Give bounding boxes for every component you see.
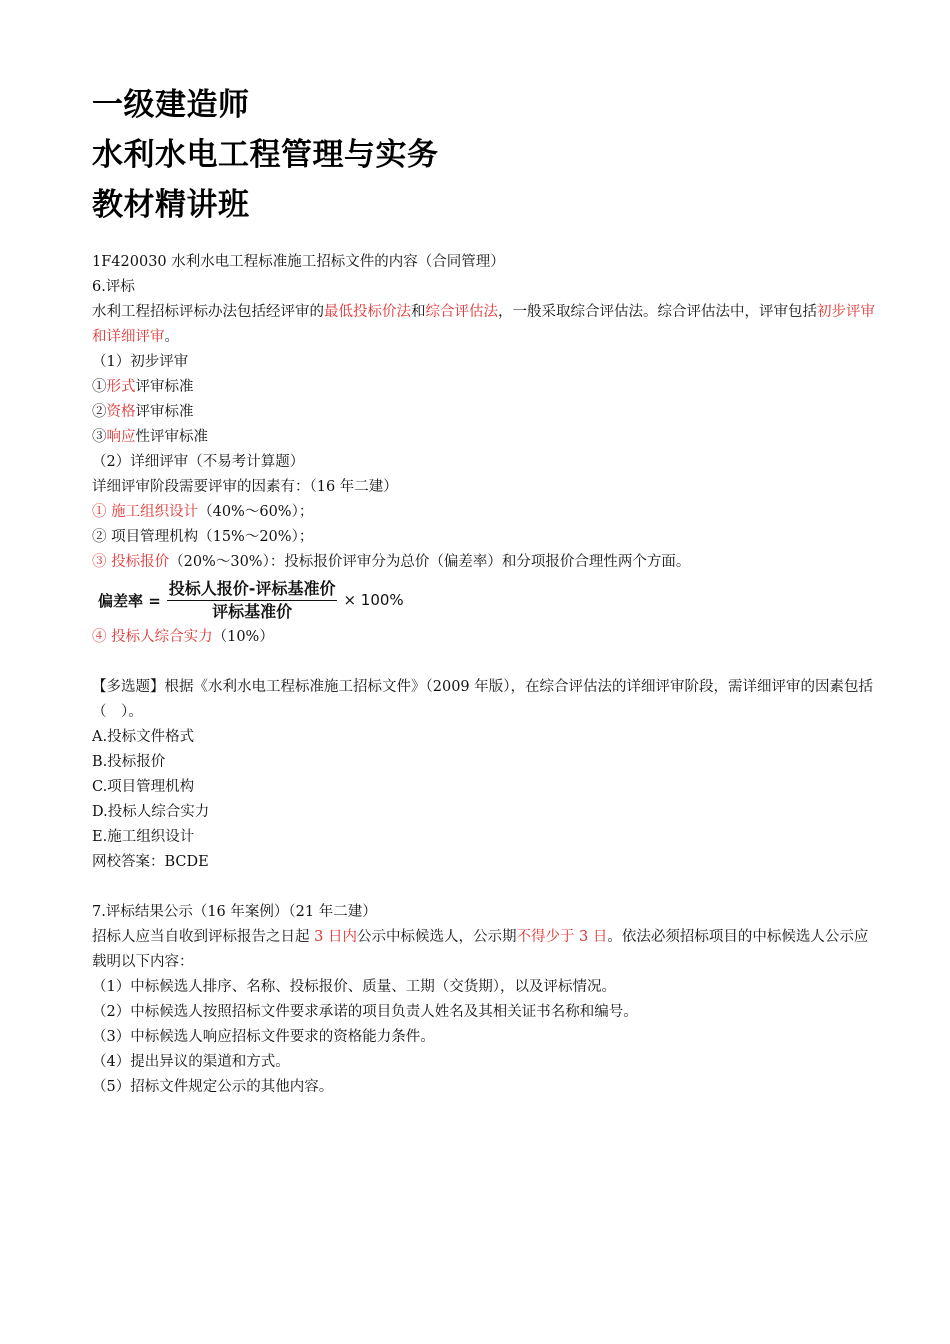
item-number: ② [92,404,107,420]
formula-lhs: 偏差率 = [98,591,161,610]
question-answer: 网校答案：BCDE [92,854,209,870]
title-line-1: 一级建造师 [92,87,250,123]
factor-bidder-strength [92,625,882,650]
publicity-item: （2）中标候选人按照招标文件要求承诺的项目负责人姓名及其相关证书名称和编号。 [92,1004,638,1020]
detail-intro: 详细评审阶段需要评审的因素有：（16 年二建） [92,479,398,495]
factor-highlight: ① 施工组织设计 [92,504,199,520]
publicity-item: （3）中标候选人响应招标文件要求的资格能力条件。 [92,1029,435,1045]
question-option: C.项目管理机构 [92,779,195,795]
item-text: 性评审标准 [135,429,208,445]
question-option: A.投标文件格式 [92,729,195,745]
formula-rhs: × 100% [343,591,404,609]
factor-construction-design [92,500,882,525]
factor-bid-price [92,550,882,575]
item-number: ③ [92,429,107,445]
publicity-paragraph [92,925,882,975]
item-text: 评审标准 [135,404,194,420]
item-highlight: 资格 [106,404,136,420]
prelim-heading: （1）初步评审 [92,354,189,370]
intro-text: 水利工程招标评标办法包括经评审的 [92,304,324,320]
question-option: B.投标报价 [92,754,166,770]
formula-numerator: 投标人报价-评标基准价 [167,579,338,601]
question-option: E.施工组织设计 [92,829,195,845]
spacer [92,875,882,900]
spacer [92,650,882,675]
evaluation-heading: 6.评标 [92,279,135,295]
prelim-item [92,425,882,450]
factor-project-management: ② 项目管理机构（15%～20%）； [92,529,314,545]
title-line-3: 教材精讲班 [92,187,250,223]
publicity-item: （4）提出异议的渠道和方式。 [92,1054,290,1070]
title-line-2: 水利水电工程管理与实务 [92,137,439,173]
factor-highlight: ④ 投标人综合实力 [92,629,213,645]
detail-heading: （2）详细评审（不易考计算题） [92,454,305,470]
document-page [92,80,882,1100]
publicity-item: （1）中标候选人排序、名称、投标报价、质量、工期（交货期），以及评标情况。 [92,979,616,995]
item-highlight: 响应 [106,429,136,445]
highlight-comprehensive: 综合评估法 [425,304,498,320]
prelim-item [92,375,882,400]
question-tag: 【多选题】 [92,679,165,695]
item-highlight: 形式 [106,379,136,395]
evaluation-intro [92,300,882,350]
formula-fraction [167,579,338,622]
highlight-reviews: 初步评审和详细评审 [92,304,875,345]
factor-text: （20%～30%）：投标报价评审分为总价（偏差率）和分项报价合理性两个方面。 [169,554,691,570]
publicity-heading: 7.评标结果公示（16 年案例）（21 年二建） [92,904,377,920]
paragraph-text: 招标人应当自收到评标报告之日起 [92,929,315,945]
publicity-item: （5）招标文件规定公示的其他内容。 [92,1079,334,1095]
item-number: ① [92,379,107,395]
paragraph-text: 。依法必须招标项目的中标候选人公示应载明以下内容： [92,929,869,970]
question-stem [92,675,882,725]
highlight-lowest-bid: 最低投标价法 [324,304,411,320]
paragraph-text: 公示中标候选人，公示期 [356,929,517,945]
intro-text: 。 [164,329,179,345]
prelim-item [92,400,882,425]
factor-text: （40%～60%）； [198,504,314,520]
formula-denominator: 评标基准价 [212,601,293,621]
item-text: 评审标准 [135,379,194,395]
section-heading: 1F420030 水利水电工程标准施工招标文件的内容（合同管理） [92,254,505,270]
highlight-three-days: 3 日内 [314,929,357,945]
intro-text: ，一般采取综合评估法。综合评估法中，评审包括 [498,304,817,320]
question-text: 根据《水利水电工程标准施工招标文件》（2009 年版），在综合评估法的详细评审阶段，需详细评审的因素包括（ ）。 [92,679,874,720]
highlight-min-period: 不得少于 3 日 [516,929,608,945]
title-block [92,80,882,230]
question-option: D.投标人综合实力 [92,804,210,820]
factor-highlight: ③ 投标报价 [92,554,170,570]
factor-text: （10%） [212,629,274,645]
intro-text: 和 [411,304,426,320]
deviation-rate-formula [98,575,882,625]
